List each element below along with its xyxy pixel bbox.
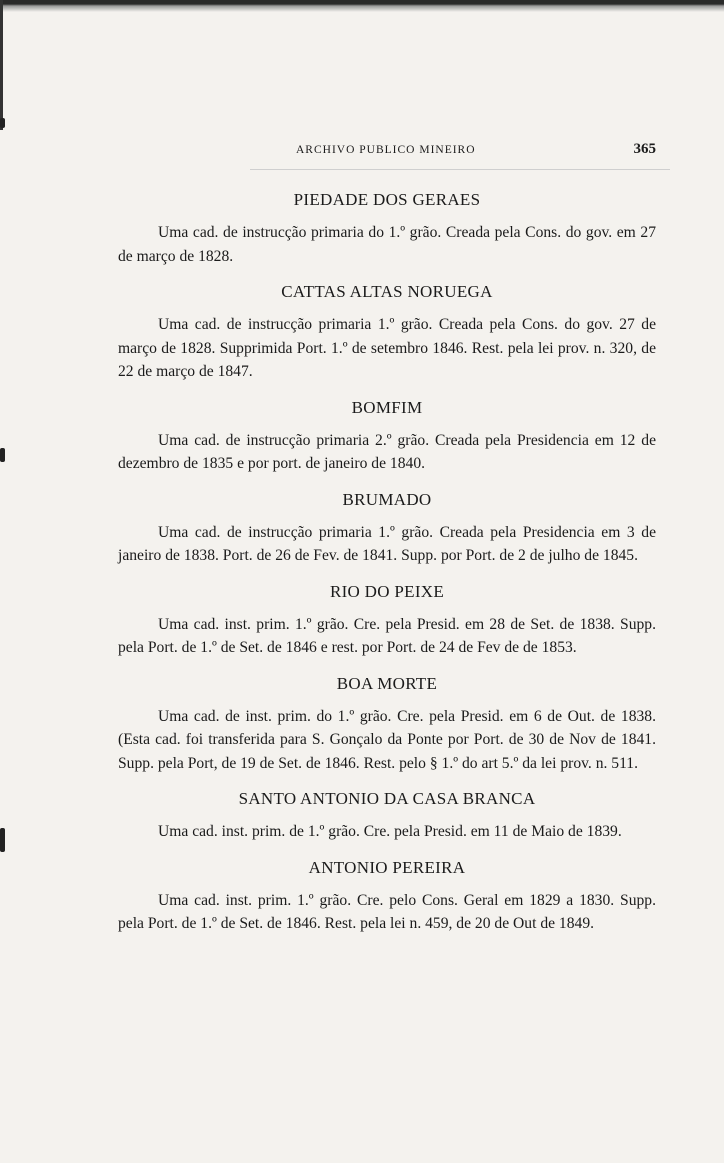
section-title: BRUMADO xyxy=(342,489,432,509)
section-antonio-pereira xyxy=(118,858,656,936)
section-text: Uma cad. de inst. prim. do 1.º grão. Cre. pela Presid. em 6 de Out. de 1838. (Esta cad. foi transferida para S. Gonçalo da Ponte por Port. de 30 de Nov de 1841. Supp. pela Port, de 19 de Set. de 1846. Rest. pelo § 1.º do art 5.º da lei prov. n. 511. xyxy=(118,707,656,772)
section-title: BOA MORTE xyxy=(336,673,438,693)
section-santo-antonio-da-casa-branca xyxy=(118,789,656,844)
page-number: 365 xyxy=(633,141,656,157)
section-boa-morte xyxy=(118,674,656,776)
running-title: ARCHIVO PUBLICO MINEIRO xyxy=(296,144,476,156)
page-left-edge xyxy=(0,0,3,130)
header-divider xyxy=(250,169,670,170)
section-cattas-altas-noruega xyxy=(118,282,656,384)
section-bomfim xyxy=(118,398,656,476)
section-text: Uma cad. inst. prim. 1.º grão. Cre. pelo Cons. Geral em 1829 a 1830. Supp. pela Port. de 1.º de Set. de 1846. Rest. pela lei n. 459, de 20 de Out de 1849. xyxy=(118,891,656,932)
section-piedade-dos-geraes xyxy=(118,190,656,268)
page-top-border xyxy=(0,0,724,12)
running-header xyxy=(296,141,656,162)
page-body xyxy=(118,190,656,950)
section-title: CATTAS ALTAS NORUEGA xyxy=(281,282,493,301)
section-title: BOMFIM xyxy=(351,397,423,417)
margin-mark xyxy=(0,828,5,852)
section-title: ANTONIO PEREIRA xyxy=(308,857,466,877)
section-text: Uma cad. inst. prim. de 1.º grão. Cre. pela Presid. em 11 de Maio de 1839. xyxy=(158,823,622,840)
margin-mark xyxy=(0,448,5,462)
section-text: Uma cad. de instrucção primaria 1.º grão. Creada pela Cons. do gov. 27 de março de 1828. Supprimida Port. 1.º de setembro 1846. Rest. pela lei prov. n. 320, de 22 de março de 1847. xyxy=(118,316,656,380)
section-text: Uma cad. de instrucção primaria do 1.º grão. Creada pela Cons. do gov. em 27 de março de 1828. xyxy=(118,224,656,265)
section-title: PIEDADE DOS GERAES xyxy=(293,190,481,209)
section-title: RIO DO PEIXE xyxy=(329,581,445,601)
section-text: Uma cad. de instrucção primaria 1.º grão. Creada pela Presidencia em 3 de janeiro de 1838. Port. de 26 de Fev. de 1841. Supp. por Port. de 2 de julho de 1845. xyxy=(118,523,656,564)
section-text: Uma cad. de instrucção primaria 2.º grão. Creada pela Presidencia em 12 de dezembro de 1835 e por port. de janeiro de 1840. xyxy=(118,431,656,472)
section-brumado xyxy=(118,490,656,568)
margin-mark xyxy=(0,118,5,128)
section-rio-do-peixe xyxy=(118,582,656,660)
section-title: SANTO ANTONIO DA CASA BRANCA xyxy=(238,789,536,808)
section-text: Uma cad. inst. prim. 1.º grão. Cre. pela Presid. em 28 de Set. de 1838. Supp. pela Port. de 1.º de Set. de 1846 e rest. por Port. de 24 de Fev de de 1853. xyxy=(118,615,656,656)
